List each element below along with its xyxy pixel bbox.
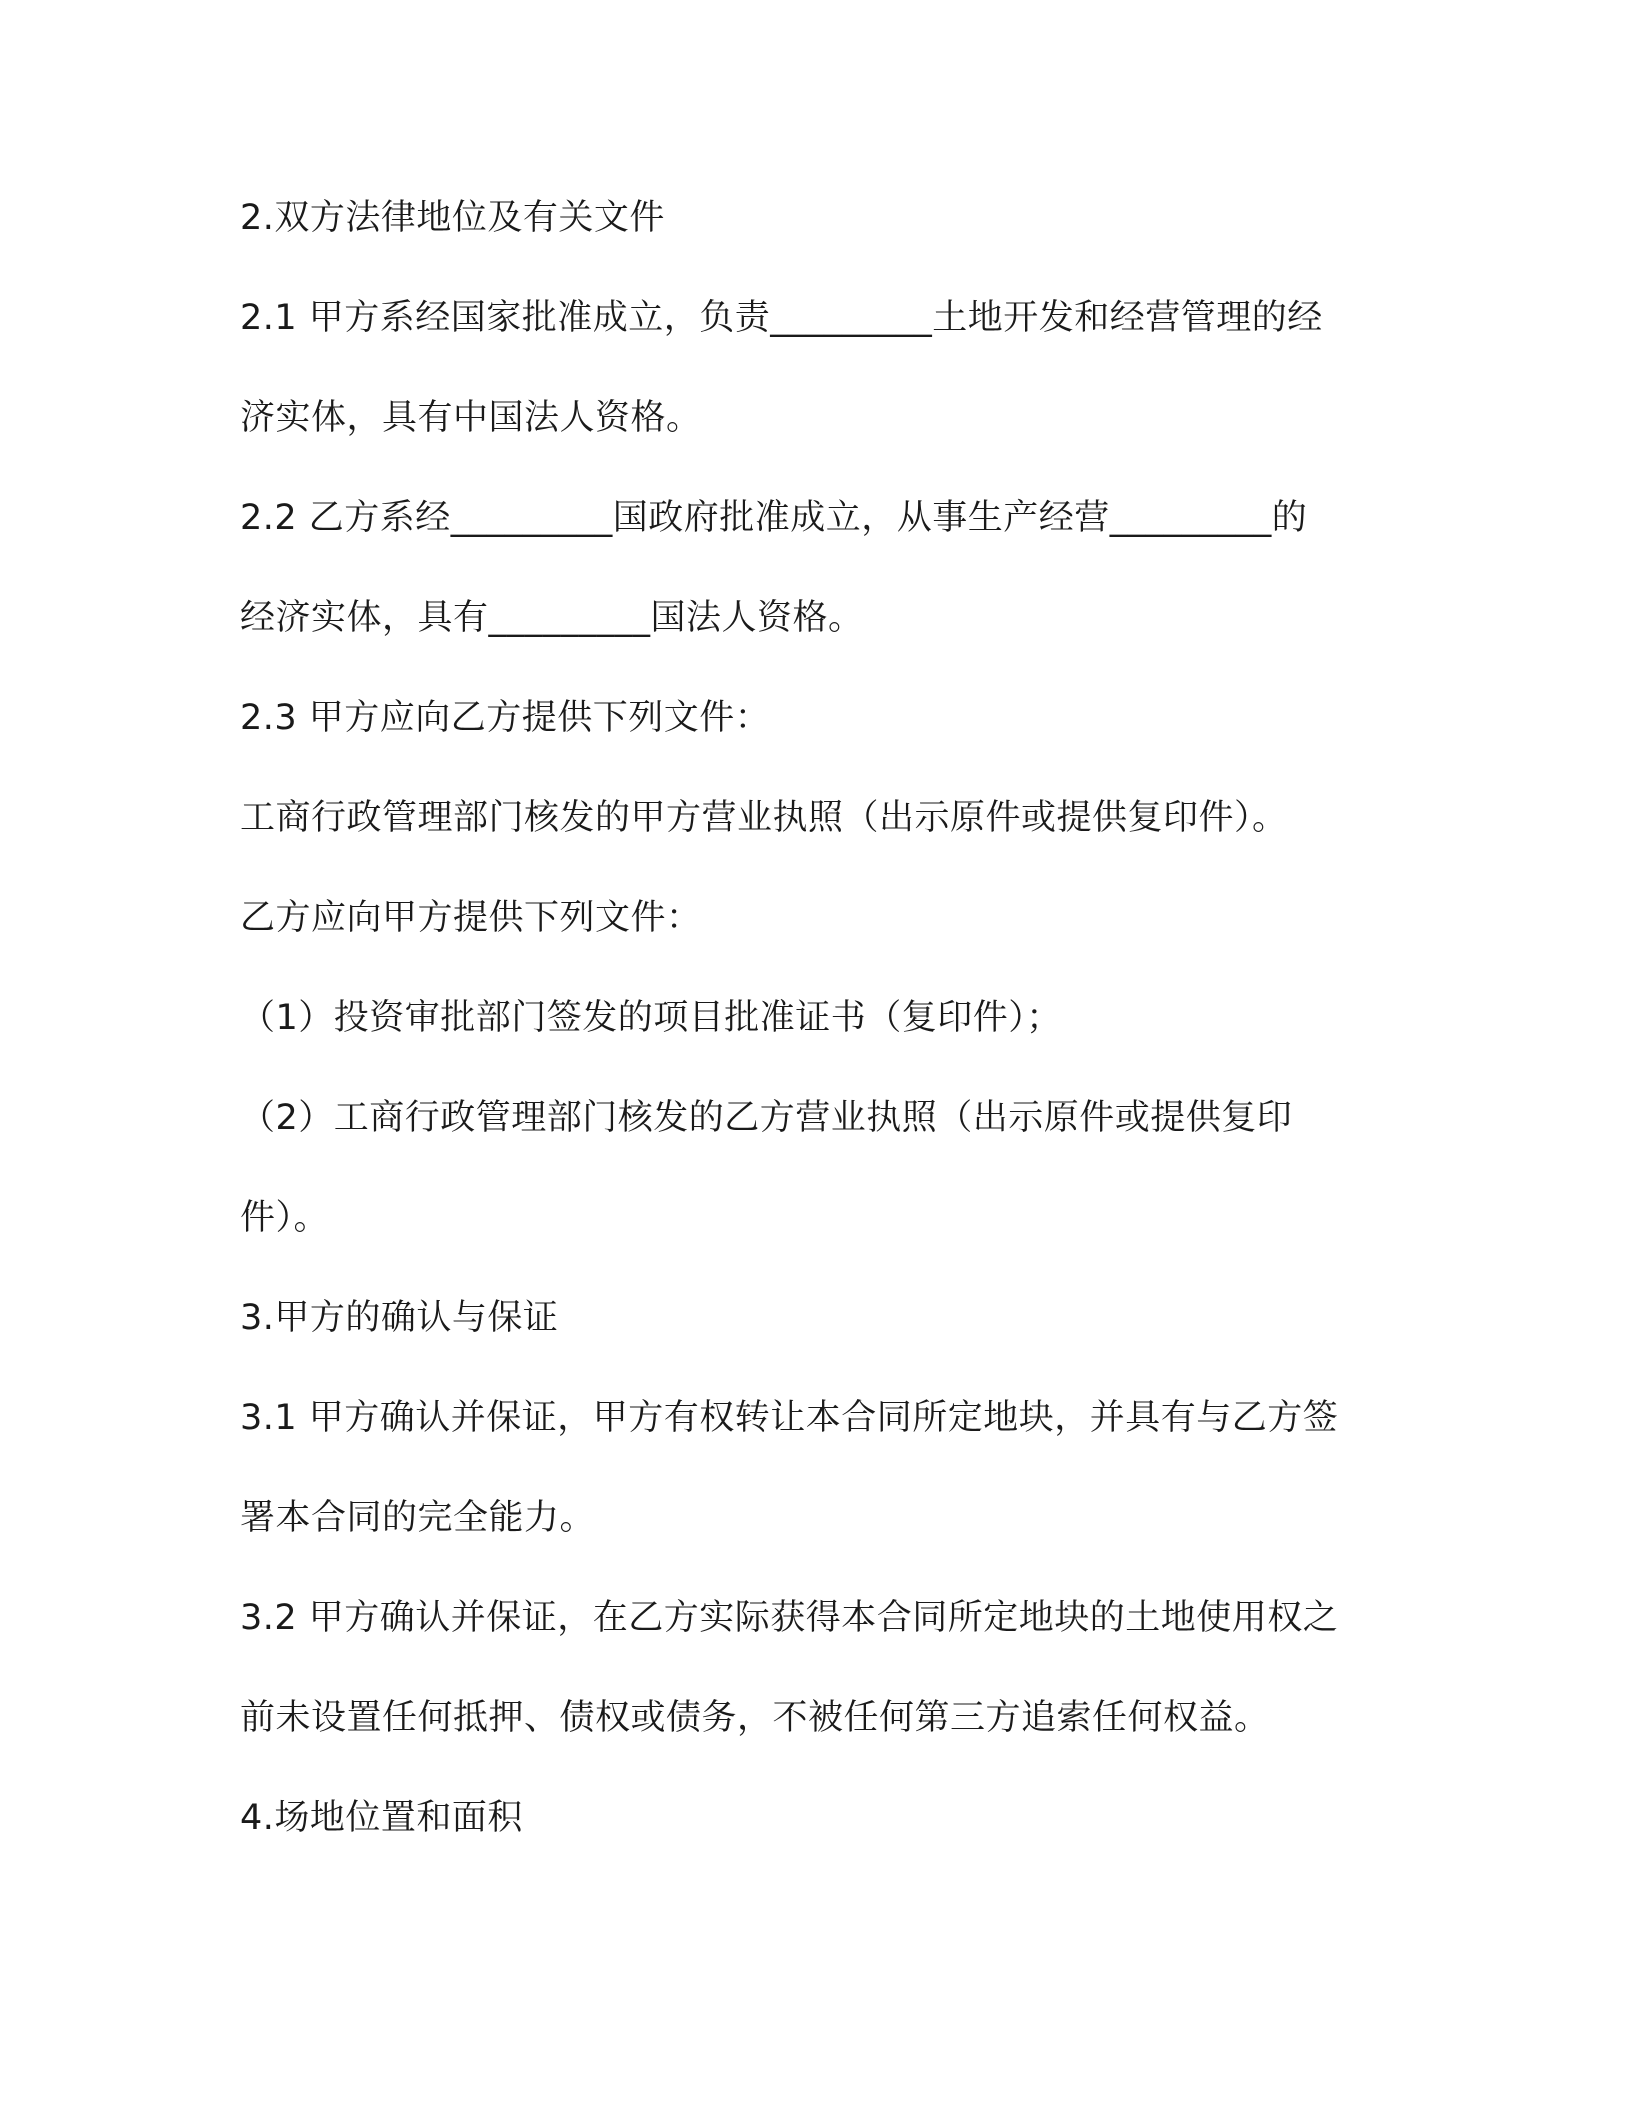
clause-2-1-line-2: 济实体，具有中国法人资格。 (240, 398, 702, 438)
section-heading-3: 3.甲方的确认与保证 (240, 1298, 559, 1338)
clause-3-1-line-2: 署本合同的完全能力。 (240, 1498, 596, 1538)
party-b-document-2-line-1: （2）工商行政管理部门核发的乙方营业执照（出示原件或提供复印 (240, 1098, 1293, 1138)
clause-2-1-line-1: 2.1 甲方系经国家批准成立，负责_________土地开发和经营管理的经 (240, 298, 1323, 338)
clause-2-2-line-2: 经济实体，具有_________国法人资格。 (240, 598, 864, 638)
party-b-documents-intro: 乙方应向甲方提供下列文件： (240, 898, 702, 938)
clause-2-2-line-1: 2.2 乙方系经_________国政府批准成立，从事生产经营_________的 (240, 498, 1308, 538)
clause-3-2-line-2: 前未设置任何抵押、债权或债务，不被任何第三方追索任何权益。 (240, 1698, 1270, 1738)
party-b-document-1: （1）投资审批部门签发的项目批准证书（复印件）； (240, 998, 1062, 1038)
party-a-document: 工商行政管理部门核发的甲方营业执照（出示原件或提供复印件）。 (240, 798, 1288, 838)
clause-3-2-line-1: 3.2 甲方确认并保证，在乙方实际获得本合同所定地块的土地使用权之 (240, 1598, 1339, 1638)
section-heading-2: 2.双方法律地位及有关文件 (240, 198, 665, 238)
section-heading-4: 4.场地位置和面积 (240, 1798, 523, 1838)
clause-2-3: 2.3 甲方应向乙方提供下列文件： (240, 698, 771, 738)
clause-3-1-line-1: 3.1 甲方确认并保证，甲方有权转让本合同所定地块，并具有与乙方签 (240, 1398, 1339, 1438)
party-b-document-2-line-2: 件）。 (240, 1198, 330, 1238)
